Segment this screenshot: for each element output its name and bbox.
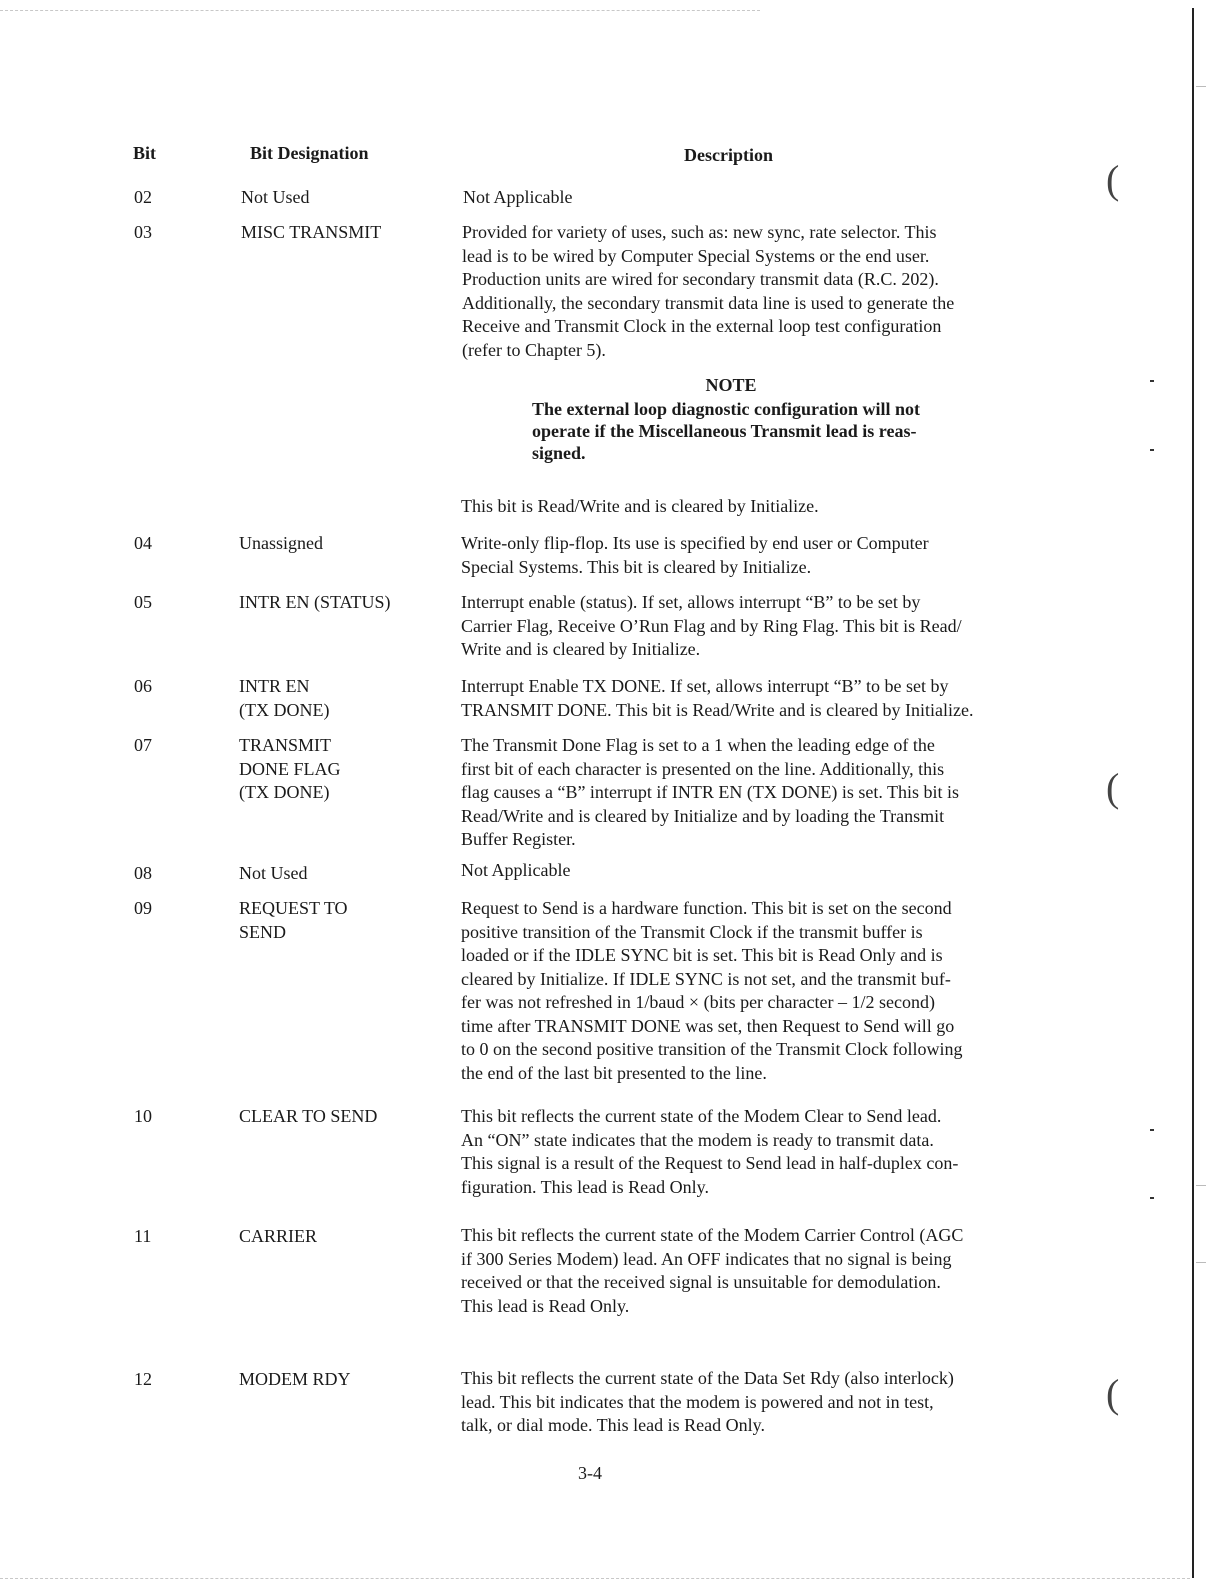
description-line: Additionally, the secondary transmit data line is used to generate the <box>462 292 955 313</box>
designation-line: MODEM RDY <box>239 1369 351 1389</box>
description-line: This bit reflects the current state of the Modem Clear to Send lead. <box>461 1106 942 1126</box>
description-line: the end of the last bit presented to the line. <box>461 1062 767 1083</box>
bit-designation <box>239 1225 439 1249</box>
designation-line: INTR EN <box>239 676 310 696</box>
description-line: Not Applicable <box>463 187 573 207</box>
description-line: Buffer Register. <box>461 829 576 849</box>
binder-hole-mark: ( <box>1106 1371 1120 1416</box>
scan-bottom-edge <box>0 1578 1190 1579</box>
scan-speck <box>1150 449 1154 451</box>
bit-description <box>461 532 1021 579</box>
description-line: loaded or if the IDLE SYNC bit is set. This bit is Read Only and is <box>461 945 943 965</box>
designation-line: SEND <box>239 921 287 942</box>
bit-description <box>463 186 1023 210</box>
designation-line: (TX DONE) <box>239 782 330 802</box>
description-line: positive transition of the Transmit Clock if the transmit buffer is <box>461 921 923 942</box>
description-line: cleared by Initialize. If IDLE SYNC is not set, and the transmit buf- <box>461 968 951 989</box>
bit-number: 03 <box>134 222 152 242</box>
bit-designation <box>239 734 439 805</box>
bit-designation <box>239 1368 439 1392</box>
description-line: TRANSMIT DONE. This bit is Read/Write and is cleared by Initialize. <box>461 699 974 720</box>
bit-description <box>461 1367 1021 1438</box>
description-line: time after TRANSMIT DONE was set, then Request to Send will go <box>461 1015 955 1036</box>
description-line: fer was not refreshed in 1/baud × (bits per character – 1/2 second) <box>461 992 935 1012</box>
bit-designation <box>239 591 439 615</box>
description-line: lead. This bit indicates that the modem is powered and not in test, <box>461 1391 934 1412</box>
bit-designation <box>241 221 441 245</box>
designation-line: INTR EN (STATUS) <box>239 592 391 612</box>
header-bit: Bit <box>133 143 157 163</box>
description-line: Not Applicable <box>461 860 571 880</box>
description-line: This lead is Read Only. <box>461 1295 630 1316</box>
description-line: Receive and Transmit Clock in the external loop test configuration <box>462 316 942 336</box>
bit-designation <box>239 897 439 944</box>
description-line: Interrupt Enable TX DONE. If set, allows interrupt “B” to be set by <box>461 676 949 696</box>
bit-designation <box>239 532 439 556</box>
bit-description <box>461 1224 1021 1318</box>
bit-number: 09 <box>134 898 152 918</box>
description-line: This bit reflects the current state of the Data Set Rdy (also interlock) <box>461 1368 954 1388</box>
binder-hole-mark: ( <box>1106 157 1120 202</box>
description-line: Read/Write and is cleared by Initialize and by loading the Transmit <box>461 805 945 826</box>
description-line: Production units are wired for secondary transmit data (R.C. 202). <box>462 269 939 289</box>
note-title: NOTE <box>705 375 757 395</box>
bit-number: 05 <box>134 592 152 612</box>
bit-designation <box>239 862 439 886</box>
note-line: signed. <box>532 443 586 463</box>
scan-speck <box>1150 1197 1154 1199</box>
designation-line: Not Used <box>241 187 310 207</box>
bit-number: 12 <box>134 1369 152 1389</box>
description-line: Carrier Flag, Receive O’Run Flag and by Ring Flag. This bit is Read/ <box>461 615 962 636</box>
bit-number: 04 <box>134 533 152 553</box>
border-tick <box>1196 1185 1206 1186</box>
description-line: This signal is a result of the Request to Send lead in half-duplex con- <box>461 1153 959 1173</box>
bit-number: 06 <box>134 676 152 696</box>
bit03-read-write-line: This bit is Read/Write and is cleared by Initialize. <box>461 496 819 516</box>
border-tick <box>1196 1262 1206 1263</box>
bit-description <box>461 591 1021 662</box>
description-line: if 300 Series Modem) lead. An OFF indicates that no signal is being <box>461 1248 952 1269</box>
description-line: to 0 on the second positive transition of the Transmit Clock following <box>461 1039 963 1059</box>
designation-line: DONE FLAG <box>239 758 341 779</box>
description-line: The Transmit Done Flag is set to a 1 when the leading edge of the <box>461 735 935 755</box>
designation-line: (TX DONE) <box>239 699 330 720</box>
note-line: The external loop diagnostic configuration will not <box>532 399 921 419</box>
bit-description <box>462 221 1022 362</box>
designation-line: MISC TRANSMIT <box>241 222 382 242</box>
bit-designation <box>239 675 439 722</box>
designation-line: CARRIER <box>239 1226 318 1246</box>
header-description: Description <box>684 145 773 165</box>
scan-top-edge <box>0 10 760 11</box>
bit-number: 02 <box>134 187 152 207</box>
designation-line: Not Used <box>239 863 308 883</box>
description-line: Write-only flip-flop. Its use is specified by end user or Computer <box>461 533 929 553</box>
description-line: An “ON” state indicates that the modem is ready to transmit data. <box>461 1129 934 1150</box>
designation-line: REQUEST TO <box>239 898 348 918</box>
designation-line: TRANSMIT <box>239 735 332 755</box>
bit-description <box>461 859 1021 883</box>
border-tick <box>1196 86 1206 87</box>
description-line: talk, or dial mode. This lead is Read Only. <box>461 1415 765 1435</box>
description-line: lead is to be wired by Computer Special Systems or the end user. <box>462 245 930 266</box>
designation-line: Unassigned <box>239 533 323 553</box>
description-line: flag causes a “B” interrupt if INTR EN (TX DONE) is set. This bit is <box>461 782 960 802</box>
description-line: (refer to Chapter 5). <box>462 339 606 360</box>
bit-description <box>461 734 1021 852</box>
header-bit-designation: Bit Designation <box>250 143 369 163</box>
bit-number: 08 <box>134 863 152 883</box>
bit-number: 10 <box>134 1106 152 1126</box>
description-line: first bit of each character is presented on the line. Additionally, this <box>461 758 945 779</box>
bit-number: 07 <box>134 735 152 755</box>
binder-hole-mark: ( <box>1106 765 1120 810</box>
description-line: figuration. This lead is Read Only. <box>461 1176 709 1197</box>
scan-speck <box>1150 1129 1154 1131</box>
page-number: 3-4 <box>578 1463 602 1483</box>
bit-designation <box>239 1105 439 1129</box>
page-right-border <box>1192 8 1194 1578</box>
bit-description <box>461 675 1021 722</box>
description-line: Provided for variety of uses, such as: new sync, rate selector. This <box>462 222 937 242</box>
description-line: Request to Send is a hardware function. This bit is set on the second <box>461 898 952 918</box>
scan-speck <box>1150 380 1154 382</box>
bit-description <box>461 897 1021 1085</box>
note-body <box>532 398 952 464</box>
designation-line: CLEAR TO SEND <box>239 1106 378 1126</box>
bit-description <box>461 1105 1021 1199</box>
description-line: Write and is cleared by Initialize. <box>461 639 701 659</box>
description-line: received or that the received signal is unsuitable for demodulation. <box>461 1272 941 1292</box>
description-line: Special Systems. This bit is cleared by Initialize. <box>461 556 812 577</box>
note-line: operate if the Miscellaneous Transmit lead is reas- <box>532 421 917 441</box>
bit-number: 11 <box>134 1226 152 1246</box>
bit-designation <box>241 186 441 210</box>
description-line: This bit reflects the current state of the Modem Carrier Control (AGC <box>461 1225 964 1245</box>
description-line: Interrupt enable (status). If set, allows interrupt “B” to be set by <box>461 592 921 612</box>
